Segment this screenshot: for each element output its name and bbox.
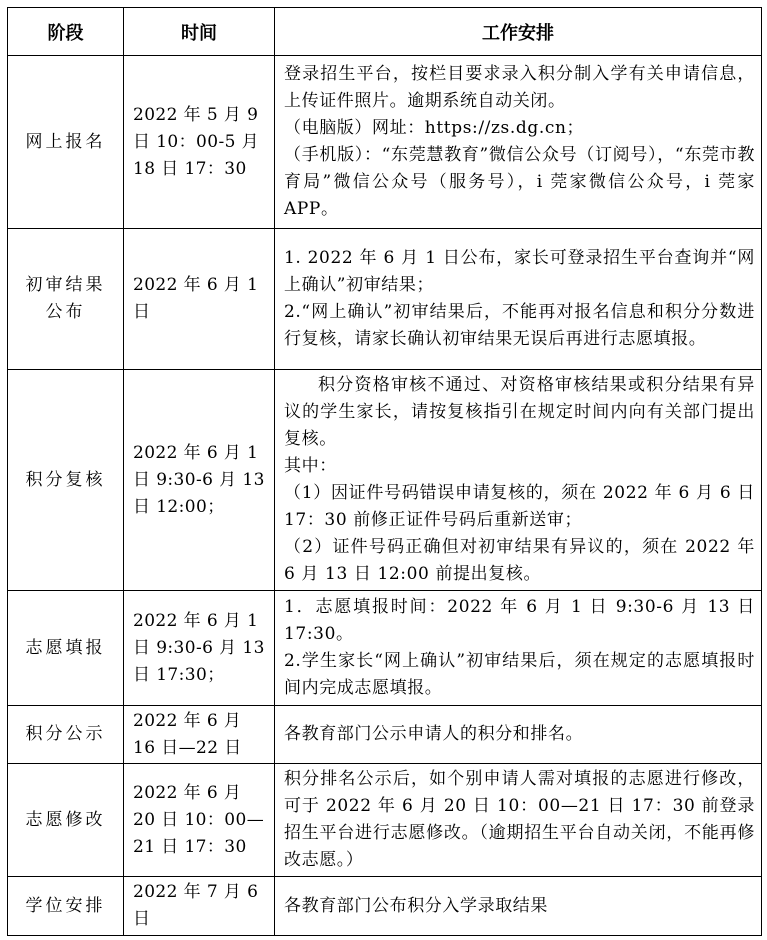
header-arrangement: 工作安排 [275, 8, 762, 56]
arrangement-line: 2.“网上确认”初审结果后，不能再对报名信息和积分分数进行复核，请家长确认初审结果无误后再进行志愿填报。 [284, 302, 755, 349]
arrangement-line: （1）因证件号码错误申请复核的，须在 2022 年 6 月 6 日 17：30 前修正证件号码后重新送审； [284, 483, 755, 530]
arrangement-cell [275, 591, 762, 706]
arrangement-line: 1．志愿填报时间：2022 年 6 月 1 日 9:30-6 月 13 日 17:30。 [284, 597, 755, 644]
arrangement-cell [275, 877, 762, 936]
time-cell: 2022 年 5 月 9 日 10：00-5 月 18 日 17：30 [124, 56, 275, 229]
time-cell: 2022 年 7 月 6 日 [124, 877, 275, 936]
arrangement-line: 登录招生平台，按栏目要求录入积分制入学有关申请信息，上传证件照片。逾期系统自动关闭。 [284, 64, 755, 111]
table-row [8, 706, 762, 764]
time-cell: 2022 年 6 月 16 日—22 日 [124, 706, 275, 764]
time-cell: 2022 年 6 月 1 日 9:30-6 月 13 日 17:30； [124, 591, 275, 706]
header-time: 时间 [124, 8, 275, 56]
table-header-row [8, 8, 762, 56]
table-row [8, 591, 762, 706]
table-row [8, 56, 762, 229]
stage-cell: 网上报名 [8, 56, 124, 229]
arrangement-line: 2.学生家长“网上确认”初审结果后，须在规定的志愿填报时间内完成志愿填报。 [284, 651, 755, 698]
arrangement-line: 积分资格审核不通过、对资格审核结果或积分结果有异议的学生家长，请按复核指引在规定时间内向有关部门提出复核。 [284, 375, 755, 449]
arrangement-line: 各教育部门公示申请人的积分和排名。 [284, 724, 584, 744]
arrangement-line: 积分排名公示后，如个别申请人需对填报的志愿进行修改，可于 2022 年 6 月 20 日 10：00—21 日 17：30 前登录招生平台进行志愿修改。（逾期招生平台自动关闭，不能再修改志愿。） [284, 769, 755, 870]
arrangement-line: （电脑版）网址：https://zs.dg.cn； [284, 118, 585, 138]
stage-cell: 学位安排 [8, 877, 124, 936]
arrangement-line: 其中： [284, 456, 337, 476]
arrangement-line: 1. 2022 年 6 月 1 日公布，家长可登录招生平台查询并“网上确认”初审结果； [284, 248, 755, 295]
header-stage: 阶段 [8, 8, 124, 56]
stage-cell: 积分复核 [8, 370, 124, 591]
time-cell: 2022 年 6 月 1 日 [124, 229, 275, 370]
time-cell: 2022 年 6 月 1 日 9:30-6 月 13 日 12:00； [124, 370, 275, 591]
arrangement-cell [275, 229, 762, 370]
arrangement-line: （2）证件号码正确但对初审结果有异议的，须在 2022 年 6 月 13 日 12:00 前提出复核。 [284, 537, 755, 584]
arrangement-cell [275, 706, 762, 764]
stage-cell: 积分公示 [8, 706, 124, 764]
stage-cell: 志愿填报 [8, 591, 124, 706]
stage-cell: 初审结果公布 [8, 229, 124, 370]
table-row [8, 877, 762, 936]
table-row [8, 764, 762, 877]
arrangement-line: （手机版）：“东莞慧教育”微信公众号（订阅号），“东莞市教育局”微信公众号（服务号），i 莞家微信公众号，i 莞家 APP。 [284, 145, 755, 219]
table-row [8, 229, 762, 370]
table-row [8, 370, 762, 591]
arrangement-cell [275, 764, 762, 877]
time-cell: 2022 年 6 月 20 日 10：00—21 日 17：30 [124, 764, 275, 877]
schedule-table [7, 7, 762, 936]
stage-cell: 志愿修改 [8, 764, 124, 877]
arrangement-cell [275, 56, 762, 229]
arrangement-line: 各教育部门公布积分入学录取结果 [284, 895, 548, 916]
arrangement-cell [275, 370, 762, 591]
